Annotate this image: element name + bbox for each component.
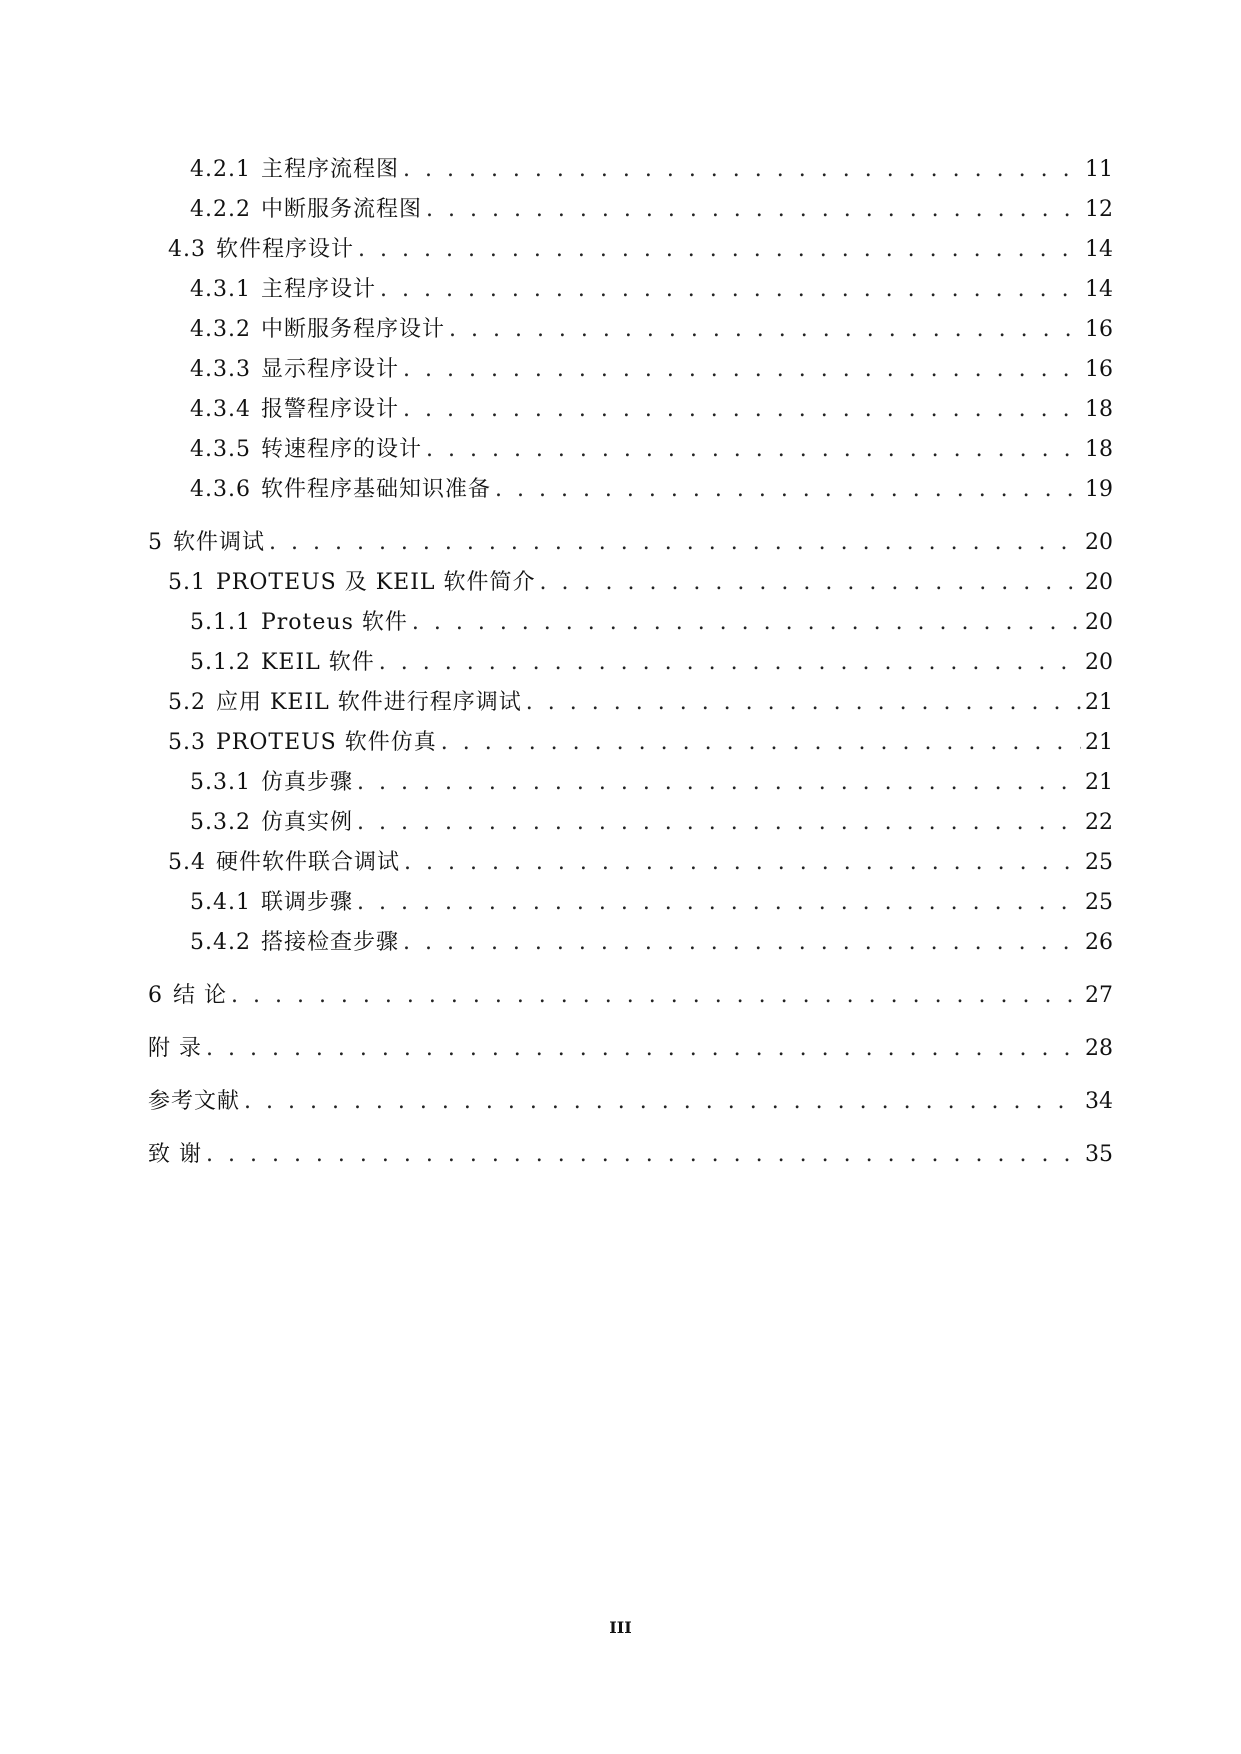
toc-entry-number: 5.3.2 <box>190 810 251 835</box>
toc-entry-number: 4.2.1 <box>190 157 251 182</box>
toc-entry-number: 5.1.1 <box>190 610 251 635</box>
toc-entry-page: 26 <box>1085 930 1113 955</box>
toc-entry-number: 5 <box>148 530 163 555</box>
toc-dot-leader <box>412 603 1081 643</box>
toc-dot-leader <box>540 563 1081 603</box>
toc-dot-leader <box>403 150 1081 190</box>
toc-entry[interactable] <box>148 523 1113 563</box>
toc-entry-page: 21 <box>1085 770 1113 795</box>
toc-entry[interactable] <box>148 430 1113 470</box>
toc-entry-title: 结 论 <box>173 983 227 1008</box>
toc-dot-leader <box>426 190 1081 230</box>
toc-entry-number: 4.2.2 <box>190 197 251 222</box>
toc-entry-title: 致 谢 <box>148 1142 202 1167</box>
toc-entry-page: 12 <box>1085 197 1113 222</box>
table-of-contents <box>148 150 1113 1175</box>
toc-entry-number: 4.3.4 <box>190 397 251 422</box>
toc-entry-title: 转速程序的设计 <box>260 437 422 462</box>
toc-entry-page: 27 <box>1085 983 1113 1008</box>
toc-entry-title: 软件程序基础知识准备 <box>260 477 491 502</box>
toc-entry-page: 25 <box>1085 850 1113 875</box>
toc-entry-page: 16 <box>1085 317 1113 342</box>
toc-entry-page: 20 <box>1085 570 1113 595</box>
toc-entry-number: 4.3.3 <box>190 357 251 382</box>
toc-entry-title: 报警程序设计 <box>260 397 399 422</box>
toc-entry-title: 附 录 <box>148 1036 202 1061</box>
toc-entry-number: 5.1.2 <box>190 650 251 675</box>
toc-entry-page: 20 <box>1085 650 1113 675</box>
toc-entry[interactable] <box>148 976 1113 1016</box>
page-number: III <box>609 1618 632 1637</box>
toc-entry-page: 20 <box>1085 610 1113 635</box>
toc-entry-page: 18 <box>1085 397 1113 422</box>
toc-dot-leader <box>403 923 1081 963</box>
toc-entry[interactable] <box>148 723 1113 763</box>
toc-entry[interactable] <box>148 390 1113 430</box>
toc-entry-title: 软件调试 <box>173 530 266 555</box>
toc-dot-leader <box>380 270 1081 310</box>
toc-dot-leader <box>357 803 1081 843</box>
toc-entry-page: 18 <box>1085 437 1113 462</box>
toc-dot-leader <box>403 350 1081 390</box>
toc-entry-title: 参考文献 <box>148 1089 241 1114</box>
toc-dot-leader <box>357 883 1081 923</box>
toc-entry[interactable] <box>148 643 1113 683</box>
toc-dot-leader <box>357 763 1081 803</box>
toc-dot-leader <box>441 723 1081 763</box>
toc-entry-page: 22 <box>1085 810 1113 835</box>
toc-entry[interactable] <box>148 190 1113 230</box>
toc-dot-leader <box>269 523 1081 563</box>
toc-entry-page: 28 <box>1085 1036 1113 1061</box>
toc-entry-page: 11 <box>1085 157 1113 182</box>
toc-entry[interactable] <box>148 603 1113 643</box>
toc-entry-page: 35 <box>1085 1142 1113 1167</box>
toc-entry-number: 5.1 <box>168 570 206 595</box>
toc-entry-title: 中断服务流程图 <box>260 197 422 222</box>
toc-entry[interactable] <box>148 1082 1113 1122</box>
toc-entry[interactable] <box>148 350 1113 390</box>
toc-entry[interactable] <box>148 1029 1113 1069</box>
toc-entry[interactable] <box>148 563 1113 603</box>
toc-entry-page: 34 <box>1085 1089 1113 1114</box>
toc-dot-leader <box>495 470 1081 510</box>
toc-entry-title: Proteus 软件 <box>260 610 408 635</box>
toc-entry-page: 19 <box>1085 477 1113 502</box>
toc-entry[interactable] <box>148 470 1113 510</box>
toc-entry-title: 搭接检查步骤 <box>260 930 399 955</box>
toc-entry[interactable] <box>148 270 1113 310</box>
toc-entry-title: 中断服务程序设计 <box>260 317 445 342</box>
toc-entry-number: 4.3.2 <box>190 317 251 342</box>
toc-entry[interactable] <box>148 1135 1113 1175</box>
toc-entry-title: 软件程序设计 <box>216 237 355 262</box>
toc-entry-title: KEIL 软件 <box>260 650 375 675</box>
toc-entry[interactable] <box>148 763 1113 803</box>
toc-entry[interactable] <box>148 843 1113 883</box>
toc-entry-title: 主程序设计 <box>260 277 376 302</box>
toc-entry-number: 5.4.1 <box>190 890 251 915</box>
toc-entry-number: 4.3.1 <box>190 277 251 302</box>
toc-dot-leader <box>404 843 1081 883</box>
toc-dot-leader <box>526 683 1081 723</box>
toc-entry[interactable] <box>148 803 1113 843</box>
toc-entry[interactable] <box>148 230 1113 270</box>
toc-dot-leader <box>449 310 1081 350</box>
toc-dot-leader <box>231 976 1081 1016</box>
toc-entry-title: 仿真步骤 <box>260 770 353 795</box>
toc-entry-number: 4.3.6 <box>190 477 251 502</box>
toc-entry-title: PROTEUS 软件仿真 <box>216 730 437 755</box>
toc-entry-title: 显示程序设计 <box>260 357 399 382</box>
toc-entry-number: 5.4.2 <box>190 930 251 955</box>
toc-entry-page: 20 <box>1085 530 1113 555</box>
toc-entry[interactable] <box>148 150 1113 190</box>
toc-entry-number: 6 <box>148 983 163 1008</box>
toc-entry-page: 21 <box>1085 690 1113 715</box>
toc-dot-leader <box>403 390 1081 430</box>
toc-dot-leader <box>426 430 1081 470</box>
toc-entry-number: 5.3 <box>168 730 206 755</box>
toc-entry-title: 主程序流程图 <box>260 157 399 182</box>
toc-entry-page: 21 <box>1085 730 1113 755</box>
toc-dot-leader <box>206 1135 1081 1175</box>
toc-entry[interactable] <box>148 310 1113 350</box>
toc-entry-title: 联调步骤 <box>260 890 353 915</box>
toc-entry-title: 仿真实例 <box>260 810 353 835</box>
toc-entry[interactable] <box>148 683 1113 723</box>
toc-entry-number: 4.3.5 <box>190 437 251 462</box>
toc-entry-page: 14 <box>1085 277 1113 302</box>
toc-entry-number: 5.4 <box>168 850 206 875</box>
toc-entry-page: 25 <box>1085 890 1113 915</box>
toc-entry-page: 16 <box>1085 357 1113 382</box>
toc-entry-page: 14 <box>1085 237 1113 262</box>
toc-entry-number: 5.2 <box>168 690 206 715</box>
toc-dot-leader <box>206 1029 1081 1069</box>
toc-entry-title: PROTEUS 及 KEIL 软件简介 <box>216 570 536 595</box>
toc-entry-title: 应用 KEIL 软件进行程序调试 <box>216 690 522 715</box>
toc-entry[interactable] <box>148 883 1113 923</box>
toc-entry-number: 4.3 <box>168 237 206 262</box>
toc-entry[interactable] <box>148 923 1113 963</box>
toc-dot-leader <box>244 1082 1081 1122</box>
toc-dot-leader <box>379 643 1081 683</box>
toc-entry-number: 5.3.1 <box>190 770 251 795</box>
toc-entry-title: 硬件软件联合调试 <box>216 850 401 875</box>
toc-dot-leader <box>358 230 1081 270</box>
